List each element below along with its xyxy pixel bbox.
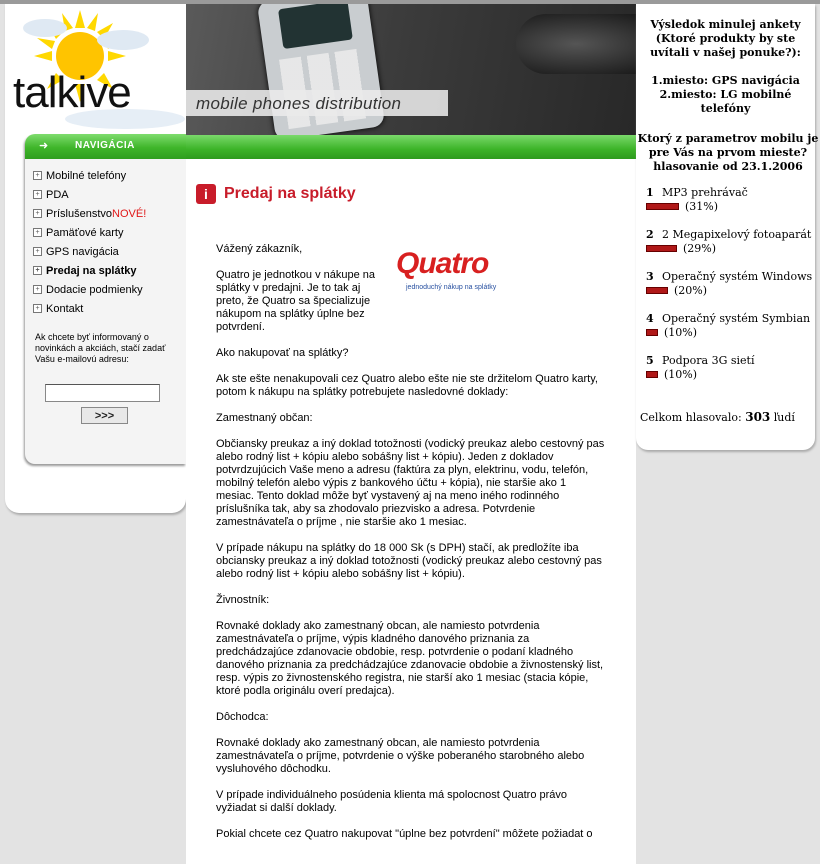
tagline: mobile phones distribution: [196, 94, 402, 113]
navigation-title: NAVIGÁCIA: [75, 140, 135, 151]
vote-count: 303: [745, 410, 771, 424]
navigation-panel: [25, 134, 186, 464]
page-title: Predaj na splátky: [224, 185, 356, 202]
site-logo[interactable]: [5, 4, 186, 132]
paragraph: Živnostník:: [216, 594, 270, 606]
poll-bar: [646, 245, 677, 252]
page-heading: [196, 183, 356, 205]
poll-item: 4 Operačný systém Symbian (10%): [646, 312, 811, 339]
plus-box-icon: +: [33, 190, 42, 199]
email-field[interactable]: [45, 384, 160, 402]
left-sidebar: [5, 4, 186, 513]
article-text: [216, 243, 606, 854]
nav-item-mobile-phones[interactable]: + Mobilné telefóny: [33, 166, 146, 185]
main-content: [186, 159, 636, 864]
previous-poll-heading: Výsledok minulej ankety (Ktoré produkty by ste uvítali v našej ponuke?):: [650, 18, 801, 59]
paragraph: Rovnaké doklady ako zamestnaný obcan, ale namiesto potvrdenia zamestnávateľa o príjme, výpis kladného danového priznania za predchádzajúce zdanovacie obdobie, resp. potvrdenie o podaní kladného danového priznania za predchádzajúce zdanovacie obdobie a živnostenský list, resp. výpis zo živnostenského registra, nie starší ako 1 mesiac (stacia kópie, ktoré podla originálu overí predajca).: [216, 620, 604, 697]
navigation-header: [25, 134, 186, 159]
poll-total: Celkom hlasovalo: 303 ľudí: [640, 410, 795, 424]
newsletter-text: Ak chcete byť informovaný o novinkách a akciách, stačí zadať Vašu e-mailovú adresu:: [35, 332, 166, 364]
nav-item-installments[interactable]: + Predaj na splátky: [33, 261, 146, 280]
paragraph: V prípade individuálneho posúdenia klienta má spolocnost Quatro právo vyžiadat si další doklady.: [216, 789, 568, 814]
nav-item-pda[interactable]: + PDA: [33, 185, 146, 204]
poll-item: 3 Operačný systém Windows (20%): [646, 270, 813, 297]
poll-bar: [646, 329, 658, 336]
paragraph: V prípade nákupu na splátky do 18 000 Sk (s DPH) stačí, ak predložíte iba obciansky preukaz a iný doklad totožnosti (vodický preukaz alebo cestovný pas alebo rodný list + kópiu alebo sobášny list + kópiu).: [216, 542, 602, 580]
brand-name: talkive: [13, 68, 131, 117]
nav-menu: [33, 166, 146, 318]
paragraph: Ako nakupovať na splátky?: [216, 347, 349, 359]
info-icon: i: [196, 184, 216, 204]
plus-box-icon: +: [33, 171, 42, 180]
sunglasses-image: [516, 14, 636, 74]
plus-box-icon: +: [33, 228, 42, 237]
poll-question: Ktorý z parametrov mobilu je pre Vás na prvom mieste? hlasovanie od 23.1.2006: [637, 132, 819, 173]
poll-item: 5 Podpora 3G sietí (10%): [646, 354, 755, 381]
plus-box-icon: +: [33, 304, 42, 313]
new-badge: NOVÉ!: [112, 207, 147, 220]
quatro-logo-text: Quatro: [396, 247, 489, 280]
nav-item-delivery-terms[interactable]: + Dodacie podmienky: [33, 280, 146, 299]
nav-item-accessories[interactable]: + Príslušenstvo NOVÉ!: [33, 204, 146, 223]
poll-sidebar: [636, 4, 819, 450]
plus-box-icon: +: [33, 209, 42, 218]
subscribe-button[interactable]: >>>: [81, 407, 128, 424]
plus-box-icon: +: [33, 285, 42, 294]
poll-item: 2 2 Megapixelový fotoaparát (29%): [646, 228, 812, 255]
poll-bar: [646, 371, 658, 378]
paragraph: Quatro je jednotkou v nákupe na splátky v predajni. Je to tak aj preto, že Quatro sa špecializuje nákupom na splátky úplne bez potvrdení.: [216, 269, 376, 333]
paragraph: Ak ste ešte nenakupovali cez Quatro alebo ešte nie ste držitelom Quatro karty, potom k nákupu na splátky potrebujete nasledovné doklady:: [216, 373, 598, 398]
greeting: Vážený zákazník,: [216, 243, 303, 255]
poll-bar: [646, 287, 668, 294]
plus-box-icon: +: [33, 266, 42, 275]
paragraph: Dôchodca:: [216, 711, 269, 723]
green-divider-bar: [186, 135, 636, 159]
poll-results: [646, 186, 814, 396]
paragraph: Pokial chcete cez Quatro nakupovat "úplne bez potvrdení" môžete požiadat o: [216, 828, 593, 840]
poll-item: 1 MP3 prehrávač (31%): [646, 186, 748, 213]
nav-item-contact[interactable]: + Kontakt: [33, 299, 146, 318]
poll-bar: [646, 203, 679, 210]
quatro-slogan: jednoduchý nákup na splátky: [406, 284, 497, 291]
previous-poll-results: 1.miesto: GPS navigácia 2.miesto: LG mobilné telefóny: [651, 74, 800, 115]
paragraph: Rovnaké doklady ako zamestnaný obcan, ale namiesto potvrdenia zamestnávateľa o príjme, potvrdenie o výške poberaného starobného alebo vysluhového dôchodku.: [216, 737, 585, 775]
paragraph: Zamestnaný občan:: [216, 412, 313, 424]
nav-item-memory-cards[interactable]: + Pamäťové karty: [33, 223, 146, 242]
plus-box-icon: +: [33, 247, 42, 256]
arrow-right-icon: ➜: [39, 140, 49, 152]
header-banner: [186, 4, 636, 135]
nav-item-gps[interactable]: + GPS navigácia: [33, 242, 146, 261]
paragraph: Občiansky preukaz a iný doklad totožnosti (vodický preukaz alebo cestovný pas alebo rodný list + kópiu alebo sobášny list + kópiu). Jeden z dokladov potvrdzujúcich Vaše meno a adresu (faktúra za plyn, elektrinu, vodu, telefón, mobilný telefón alebo výpis z bankového účtu + kópia), nie staršie ako 1 mesiac. Tento doklad môže byť vystavený aj na meno iného rodinného príslušníka tak, aby sa zhodovalo priezvisko a adresa. Potvrdenie zamestnávateľa o príjme , nie staršie ako 1 mesiac.: [216, 438, 605, 528]
